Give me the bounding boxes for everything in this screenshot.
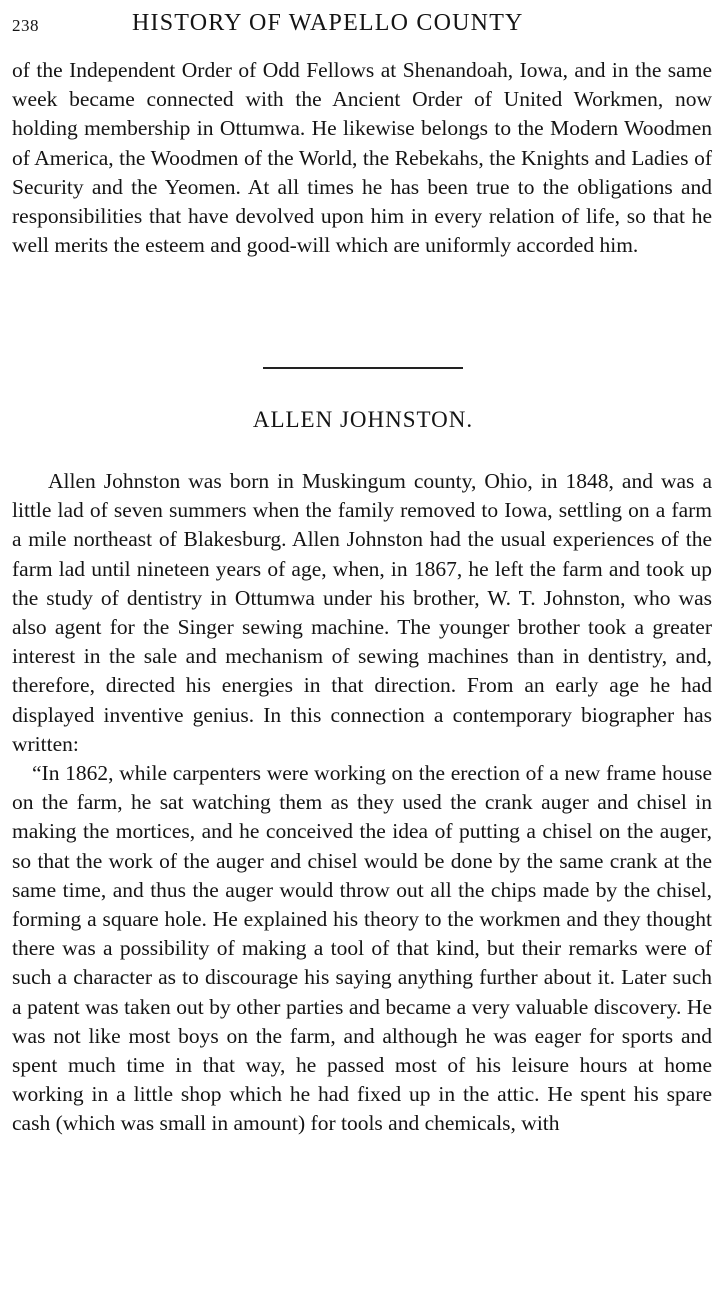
intro-paragraph: of the Independent Order of Odd Fellows at Shenandoah, Iowa, and in the same week became connected with the Ancient Order of United Workmen, now holding membership in Ottumwa. He likewise belongs to the Modern Woodmen of America, the Woodmen of the World, the Rebekahs, the Knights and Ladies of Security and the Yeomen. At all times he has been true to the obligations and responsibilities that have devolved upon him in every relation of life, so that he well merits the esteem and good-will which are uniformly accorded him. xyxy=(12,58,712,258)
page-number: 238 xyxy=(12,16,39,35)
quoted-paragraph: “In 1862, while carpenters were working on the erection of a new frame house on the farm, he sat watching them as they used the crank auger and chisel in making the mortices, and he conceived the idea of putting a chisel on the auger, so that the work of the auger and chisel would be done by the same crank at the same time, and thus the auger would throw out all the chips made by the chisel, forming a square hole. He explained his theory to the workmen and they thought there was a possibility of making a tool of that kind, but their remarks were of such a character as to discourage his saying anything further about it. Later such a patent was taken out by other parties and became a very valuable discovery. He was not like most boys on the farm, and although he was eager for sports and spent much time in that way, he passed most of his leisure hours at home working in a little shop which he had fixed up in the attic. He spent his spare cash (which was small in amount) for tools and chemicals, with xyxy=(12,761,712,1136)
section-heading: ALLEN JOHNSTON. xyxy=(252,407,474,432)
biography-paragraph: Allen Johnston was born in Muskingum county, Ohio, in 1848, and was a little lad of seven summers when the family removed to Iowa, settling on a farm a mile northeast of Blakesburg. Allen Johnston had the usual experiences of the farm lad until nineteen years of age, when, in 1867, he left the farm and took up the study of dentistry in Ottumwa under his brother, W. T. Johnston, who was also agent for the Singer sewing machine. The younger brother took a greater interest in the sale and mechanism of sewing machines than in dentistry, and, therefore, directed his energies in that direction. From an early age he had displayed inventive genius. In this connection a contemporary biographer has written: xyxy=(12,469,712,756)
running-title: HISTORY OF WAPELLO COUNTY xyxy=(132,10,524,36)
section-divider xyxy=(263,367,463,369)
intro-text-block xyxy=(12,56,712,260)
running-header xyxy=(12,10,712,44)
biography-text-block xyxy=(12,467,712,1139)
